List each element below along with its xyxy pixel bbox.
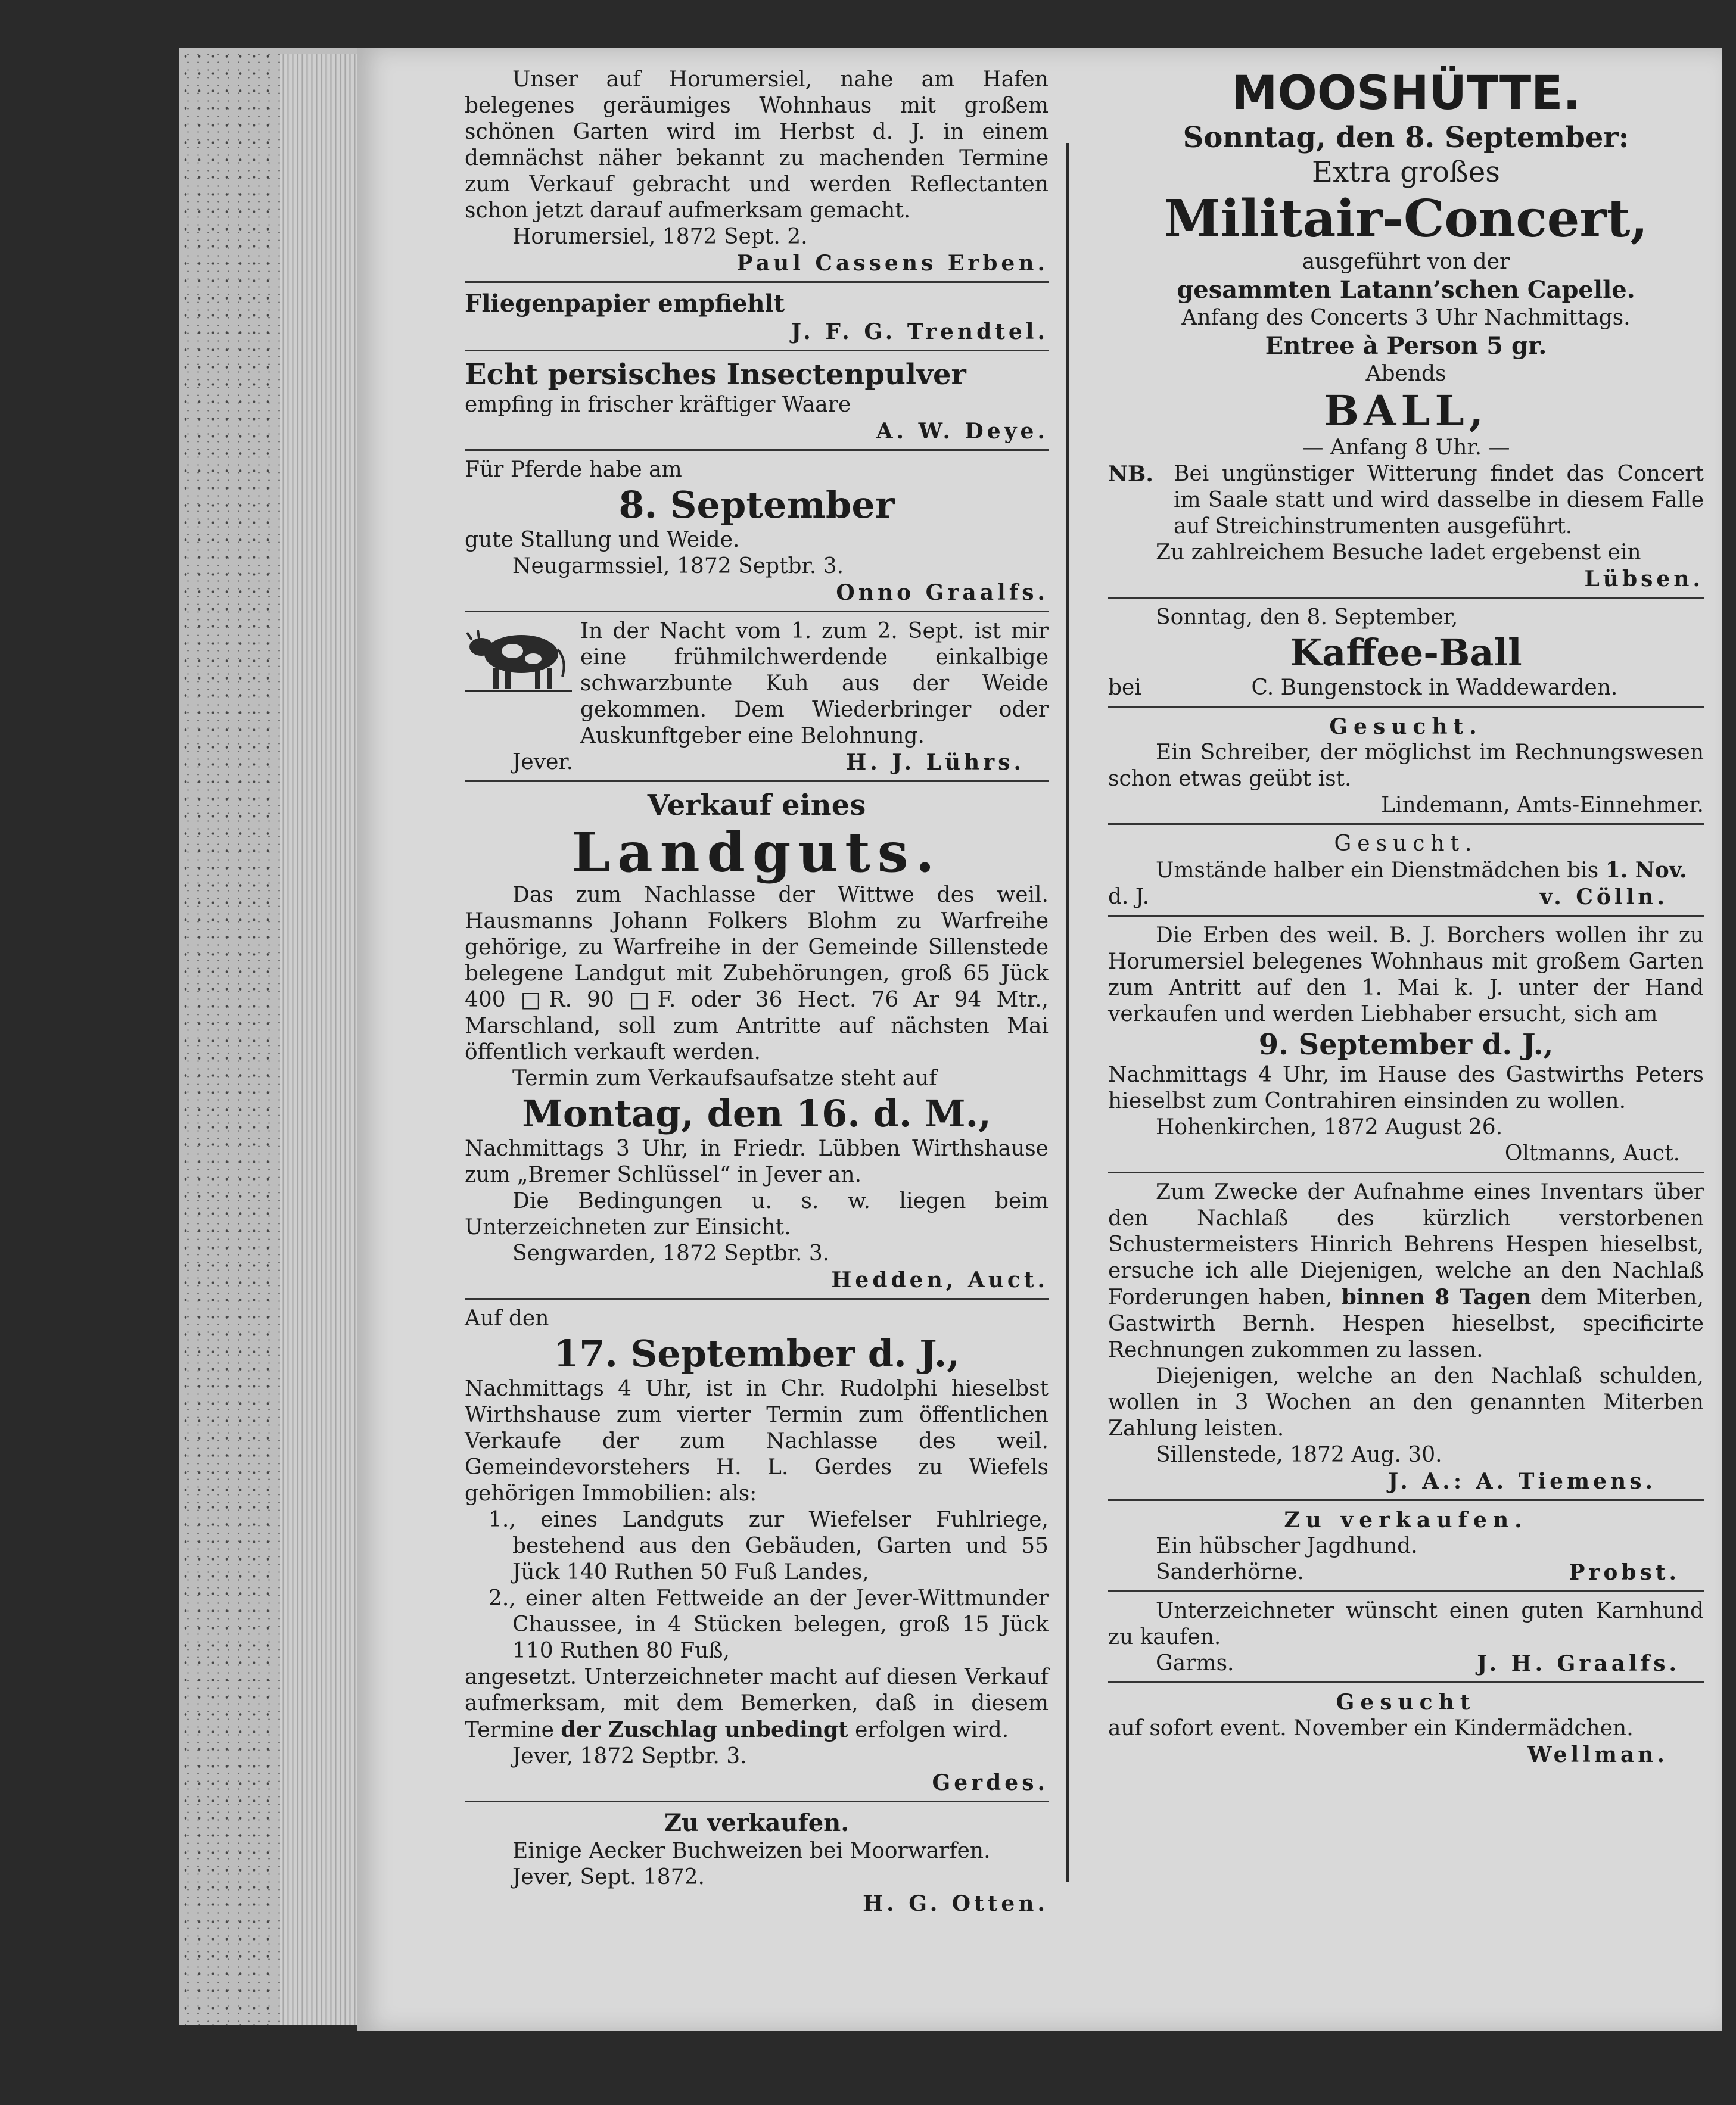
ad-text: In der Nacht vom 1. zum 2. Sept. ist mir eine frühmilchwerdende einkalbige schwarzbunte Kuh aus der Weide gekommen. Dem Wiederbringer oder Auskunftgeber eine Belohnung. xyxy=(580,619,1049,748)
ad-text: Die Erben des weil. B. J. Borchers wollen ihr zu Horumersiel belegenes Wohnhaus mit großem Garten zum Antritt auf den 1. Mai k. J. unter der Hand verkaufen und werden Liebhaber ersucht, sich am xyxy=(1108,923,1704,1026)
ad-text-part: erfolgen wird. xyxy=(848,1718,1009,1742)
ad-text: Unser auf Horumersiel, nahe am Hafen belegenes geräumiges Wohnhaus mit großem schönen Garten wird im Herbst d. J. in einem demnächst näher bekannt zu machenden Termine zum Verkauf gebracht und werden Reflectanten schon jetzt darauf aufmerksam gemacht. xyxy=(465,67,1049,223)
ad-fliegenpapier xyxy=(465,288,1049,351)
ad-signature: Paul Cassens Erben. xyxy=(736,251,1049,276)
ad-hespen-estate xyxy=(1108,1178,1704,1501)
ad-signature: J. F. G. Trendtel. xyxy=(791,319,1049,344)
ad-place-date: Neugarmssiel, 1872 Septbr. 3. xyxy=(512,554,844,578)
ad-signature: H. G. Otten. xyxy=(863,1891,1049,1916)
ad-text xyxy=(1108,675,1704,701)
ad-place-date: Jever, 1872 Septbr. 3. xyxy=(512,1744,747,1768)
ad-text xyxy=(465,1664,1049,1743)
column-divider xyxy=(1066,143,1069,1882)
ad-kaffee-ball xyxy=(1108,603,1704,708)
ad-date: 17. September d. J., xyxy=(553,1332,960,1375)
ad-signature: Onno Graalfs. xyxy=(836,580,1049,605)
ad-pferde xyxy=(465,456,1049,612)
ad-text: gesammten Latann’schen Capelle. xyxy=(1177,276,1635,304)
ad-text: Anfang des Concerts 3 Uhr Nachmittags. xyxy=(1181,306,1631,330)
ad-text-emphasis: der Zuschlag unbedingt xyxy=(561,1717,848,1742)
ad-text-part: Zum Zwecke der Aufnahme eines Inventars über den Nachlaß des kürzlich verstorbenen Schustermeisters Hinrich Behrens Hespen hieselbst, ersuche ich alle Diejenigen, welche an den Nachlaß Forderungen haben, xyxy=(1108,1180,1704,1310)
ad-signature: H. J. Lührs. xyxy=(846,750,1025,775)
ad-heading: Zu verkaufen. xyxy=(1284,1508,1528,1533)
ad-kindermaedchen xyxy=(1108,1688,1704,1773)
ad-jagdhund xyxy=(1108,1506,1704,1592)
ad-date: 9. September d. J., xyxy=(1258,1028,1554,1061)
ad-gerdes-auction xyxy=(465,1304,1049,1802)
ad-mooshuette-concert xyxy=(1108,66,1704,599)
ad-text: Nachmittags 4 Uhr, im Hause des Gastwirths Peters hieselbst zum Contrahiren einsinden zu wollen. xyxy=(1108,1063,1704,1113)
ad-place: Jever. xyxy=(512,750,574,774)
ad-text: Einige Aecker Buchweizen bei Moorwarfen. xyxy=(512,1839,991,1863)
ad-text xyxy=(1108,857,1704,884)
ad-place: Garms. xyxy=(1156,1651,1234,1676)
ad-insectenpulver xyxy=(465,356,1049,451)
ad-text: Das zum Nachlasse der Wittwe des weil. Hausmanns Johann Folkers Blohm zu Warfreihe gehörige, zu Warfreihe in der Gemeinde Sillenstede belegene Landgut mit Zubehörungen, groß 65 Jück 400 □R. 90 □F. oder 36 Hect. 76 Ar 94 Mtr., Marschland, soll zum Antritte auf nächsten Mai öffentlich verkauft werden. xyxy=(465,883,1049,1064)
ad-text: Entree à Person 5 gr. xyxy=(1265,332,1547,360)
ad-heading: Gesucht xyxy=(1336,1690,1476,1715)
ad-text: Nachmittags 4 Uhr, ist in Chr. Rudolphi hieselbst Wirthshause zum vierter Termin zum öffentlichen Verkaufe der zum Nachlasse des weil. Gemeindevorstehers H. L. Gerdes zu Wiefels gehörigen Immobilien: als: xyxy=(465,1377,1049,1506)
ad-gesucht-schreiber xyxy=(1108,712,1704,825)
ad-text: ausgeführt von der xyxy=(1302,250,1510,274)
ad-date: Sonntag, den 8. September, xyxy=(1156,605,1458,630)
ad-signature: Wellman. xyxy=(1527,1742,1668,1767)
ad-heading: Fliegenpapier empfiehlt xyxy=(465,289,785,317)
ad-text-prefix: bei xyxy=(1108,675,1141,700)
ad-borchers-house xyxy=(1108,921,1704,1173)
ad-text: Unterzeichneter wünscht einen guten Karnhund zu kaufen. xyxy=(1108,1599,1704,1649)
ad-heading: Echt persisches Insectenpulver xyxy=(465,358,966,391)
ad-signature: Lindemann, Amts-Einnehmer. xyxy=(1381,793,1704,817)
list-item: 1., eines Landguts zur Wiefelser Fuhlriege, bestehend aus den Gebäuden, Garten und 55 Jück 140 Ruthen 50 Fuß Landes, xyxy=(489,1508,1049,1584)
ad-karnhund xyxy=(1108,1597,1704,1683)
ad-signature: v. Cölln. xyxy=(1539,885,1668,910)
venue-title: MOOSHÜTTE. xyxy=(1231,67,1581,120)
ad-text: Bei ungünstiger Witterung findet das Concert im Saale statt und wird dasselbe in diesem Falle auf Streichinstrumenten ausgeführt. xyxy=(1174,462,1704,538)
ad-lost-cow xyxy=(465,617,1049,782)
ad-gesucht-dienstmaedchen xyxy=(1108,830,1704,917)
list-item: 2., einer alten Fettweide an der Jever-Wittmunder Chaussee, in 4 Stücken belegen, groß 15 Jück 110 Ruthen 80 Fuß, xyxy=(489,1586,1049,1663)
ad-date: 8. September xyxy=(618,483,895,527)
ad-heading: Verkauf eines xyxy=(647,789,866,822)
ad-text: Ein hübscher Jagdhund. xyxy=(1156,1534,1418,1558)
left-column xyxy=(465,66,1049,1926)
ad-date: Sonntag, den 8. September: xyxy=(1183,121,1629,154)
ad-buchweizen xyxy=(465,1807,1049,1922)
ad-heading: Gesucht. xyxy=(1329,714,1483,739)
event-title: BALL, xyxy=(1323,386,1489,435)
ad-text: Die Bedingungen u. s. w. liegen beim Unterzeichneten zur Einsicht. xyxy=(465,1189,1049,1240)
ad-house-horumersiel xyxy=(465,66,1049,283)
ad-place-date: Jever, Sept. 1872. xyxy=(512,1865,705,1889)
event-title: Militair-Concert, xyxy=(1163,189,1648,249)
ad-landgut xyxy=(465,787,1049,1300)
ad-signature: J. A.: A. Tiemens. xyxy=(1388,1469,1656,1494)
ad-text: Zu zahlreichem Besuche ladet ergebenst ein xyxy=(1156,540,1641,565)
ad-text-emphasis: 1. Nov. xyxy=(1605,858,1687,883)
ad-text: d. J. xyxy=(1108,885,1150,909)
ad-signature: A. W. Deye. xyxy=(876,419,1049,444)
ad-text: Termin zum Verkaufsaufsatze steht auf xyxy=(512,1066,937,1091)
ad-signature: Oltmanns, Auct. xyxy=(1504,1141,1680,1166)
ad-signature: J. H. Graalfs. xyxy=(1477,1651,1680,1676)
ad-text: Abends xyxy=(1365,362,1446,386)
ad-place-date: Sengwarden, 1872 Septbr. 3. xyxy=(512,1241,830,1266)
ad-signature: Hedden, Auct. xyxy=(831,1268,1049,1293)
ad-place: Sanderhörne. xyxy=(1156,1560,1304,1584)
ad-signature: Gerdes. xyxy=(932,1770,1049,1795)
ad-signature: Probst. xyxy=(1569,1560,1680,1585)
ad-text-part: dem Miterben, Gastwirth Bernh. Hespen hieselbst, specificirte Rechnungen zukommen zu lassen. xyxy=(1108,1285,1704,1362)
ad-text-part: angesetzt. Unterzeichneter macht auf diesen Verkauf aufmerksam, mit dem Bemerken, daß in diesem Termine xyxy=(465,1665,1049,1742)
ad-text: Diejenigen, welche an den Nachlaß schulden, wollen in 3 Wochen an den genannten Miterben Zahlung leisten. xyxy=(1108,1364,1704,1441)
ad-date: Montag, den 16. d. M., xyxy=(522,1092,991,1135)
ad-place-date: Sillenstede, 1872 Aug. 30. xyxy=(1156,1443,1442,1467)
nb-label: NB. xyxy=(1108,462,1153,487)
ad-text: Für Pferde habe am xyxy=(465,457,682,482)
ad-heading-large: Landguts. xyxy=(571,820,942,885)
ad-heading: Gesucht. xyxy=(1334,832,1478,856)
ad-text: gute Stallung und Weide. xyxy=(465,528,740,552)
ad-heading: Zu verkaufen. xyxy=(664,1809,850,1837)
ad-text-emphasis: binnen 8 Tagen xyxy=(1341,1285,1532,1310)
cow-icon xyxy=(465,618,572,696)
ad-text: empfing in frischer kräftiger Waare xyxy=(465,393,851,417)
ad-text: Auf den xyxy=(465,1306,549,1331)
ad-signature: Lübsen. xyxy=(1584,566,1704,591)
ad-host: C. Bungenstock in Waddewarden. xyxy=(1251,675,1618,700)
event-title: Kaffee-Ball xyxy=(1290,631,1522,674)
ad-text: Nachmittags 3 Uhr, in Friedr. Lübben Wirthshause zum „Bremer Schlüssel“ in Jever an. xyxy=(465,1136,1049,1187)
ad-place-date: Horumersiel, 1872 Sept. 2. xyxy=(512,225,808,249)
ad-text: — Anfang 8 Uhr. — xyxy=(1302,435,1510,460)
ad-text: Ein Schreiber, der möglichst im Rechnungswesen schon etwas geübt ist. xyxy=(1108,740,1704,791)
right-column xyxy=(1108,66,1704,1777)
ad-subheading: Extra großes xyxy=(1312,155,1500,189)
ad-text xyxy=(1108,1179,1704,1363)
ad-place-date: Hohenkirchen, 1872 August 26. xyxy=(1156,1115,1503,1139)
ad-text: auf sofort event. November ein Kindermädchen. xyxy=(1108,1716,1634,1740)
ad-text-part: Umstände halber ein Dienstmädchen bis xyxy=(1156,858,1606,883)
